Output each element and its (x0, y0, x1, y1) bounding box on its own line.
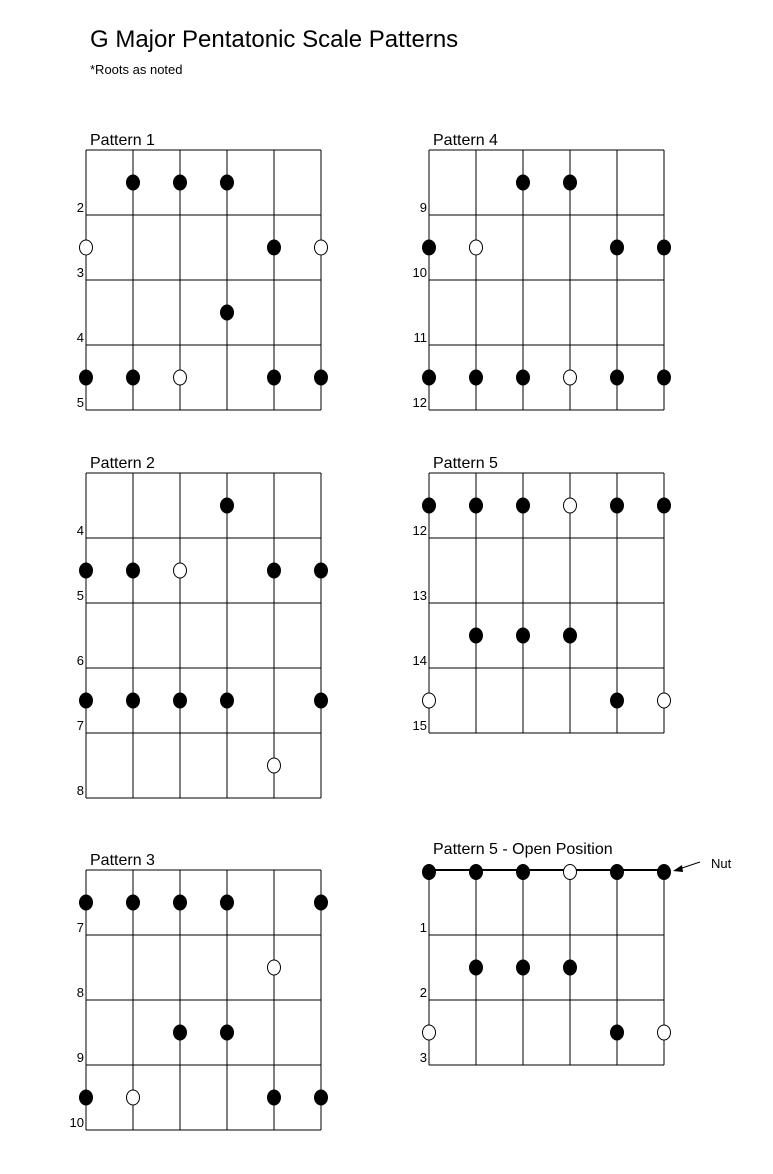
fret-number-label: 9 (419, 200, 427, 215)
scale-note-dot (221, 693, 234, 708)
root-note-dot (174, 563, 187, 578)
fret-number-label: 10 (69, 1115, 84, 1130)
scale-note-dot (315, 563, 328, 578)
scale-note-dot (174, 895, 187, 910)
root-note-dot (564, 370, 577, 385)
nut-label: Nut (711, 856, 732, 871)
fret-number-label: 5 (76, 588, 84, 603)
scale-note-dot (80, 693, 93, 708)
pattern-diagram (77, 455, 328, 798)
scale-note-dot (564, 628, 577, 643)
pattern-diagram (420, 841, 732, 1065)
scale-note-dot (423, 370, 436, 385)
scale-note-dot (658, 498, 671, 513)
pattern-diagram (70, 852, 328, 1130)
fret-number-label: 4 (76, 523, 84, 538)
pattern-diagram (413, 132, 671, 410)
scale-note-dot (80, 563, 93, 578)
fret-number-label: 11 (413, 330, 427, 345)
scale-note-dot (658, 240, 671, 255)
pattern-name: Pattern 3 (90, 852, 155, 869)
scale-note-dot (611, 1025, 624, 1040)
scale-note-dot (127, 370, 140, 385)
root-note-dot (127, 1090, 140, 1105)
scale-note-dot (315, 370, 328, 385)
pattern-name: Pattern 2 (90, 455, 155, 472)
scale-note-dot (268, 370, 281, 385)
fret-number-label: 4 (76, 330, 84, 345)
root-note-dot (268, 758, 281, 773)
fret-number-label: 14 (412, 653, 427, 668)
scale-note-dot (517, 175, 530, 190)
scale-note-dot (268, 1090, 281, 1105)
pattern-name: Pattern 5 (433, 455, 498, 472)
root-note-dot (80, 240, 93, 255)
scale-note-dot (127, 895, 140, 910)
scale-note-dot (658, 370, 671, 385)
scale-note-dot (470, 960, 483, 975)
scale-note-dot (221, 1025, 234, 1040)
fret-number-label: 10 (412, 265, 427, 280)
scale-note-dot (127, 563, 140, 578)
scale-note-dot (658, 865, 671, 880)
scale-note-dot (221, 895, 234, 910)
scale-note-dot (517, 960, 530, 975)
scale-note-dot (80, 1090, 93, 1105)
fret-number-label: 6 (76, 653, 84, 668)
fret-number-label: 15 (412, 718, 427, 733)
scale-note-dot (611, 693, 624, 708)
scale-note-dot (174, 1025, 187, 1040)
scale-note-dot (611, 865, 624, 880)
fret-number-label: 9 (76, 1050, 84, 1065)
page-subtitle: *Roots as noted (90, 62, 183, 77)
fret-number-label: 1 (419, 920, 427, 935)
pattern-name: Pattern 5 - Open Position (433, 841, 613, 858)
scale-note-dot (423, 865, 436, 880)
scale-note-dot (221, 498, 234, 513)
scale-note-dot (221, 305, 234, 320)
pattern-name: Pattern 4 (433, 132, 498, 149)
scale-note-dot (611, 370, 624, 385)
fret-number-label: 2 (419, 985, 427, 1000)
scale-note-dot (517, 498, 530, 513)
fret-number-label: 7 (76, 920, 84, 935)
root-note-dot (423, 693, 436, 708)
scale-note-dot (315, 693, 328, 708)
nut-arrow (673, 862, 700, 872)
fret-number-label: 13 (412, 588, 427, 603)
scale-note-dot (611, 240, 624, 255)
scale-note-dot (517, 865, 530, 880)
scale-note-dot (174, 175, 187, 190)
scale-note-dot (470, 865, 483, 880)
scale-note-dot (517, 370, 530, 385)
root-note-dot (564, 865, 577, 880)
scale-note-dot (80, 895, 93, 910)
fret-number-label: 3 (419, 1050, 427, 1065)
root-note-dot (564, 498, 577, 513)
fret-number-label: 3 (76, 265, 84, 280)
root-note-dot (268, 960, 281, 975)
page-title: G Major Pentatonic Scale Patterns (90, 26, 459, 53)
scale-note-dot (564, 960, 577, 975)
root-note-dot (174, 370, 187, 385)
root-note-dot (470, 240, 483, 255)
root-note-dot (658, 693, 671, 708)
scale-note-dot (423, 240, 436, 255)
fret-number-label: 7 (76, 718, 84, 733)
scale-note-dot (221, 175, 234, 190)
pattern-name: Pattern 1 (90, 132, 155, 149)
pattern-diagram (77, 132, 328, 410)
scale-note-dot (470, 498, 483, 513)
fret-number-label: 8 (76, 783, 84, 798)
scale-note-dot (564, 175, 577, 190)
scale-note-dot (127, 175, 140, 190)
scale-note-dot (315, 895, 328, 910)
fret-number-label: 5 (76, 395, 84, 410)
scale-note-dot (268, 563, 281, 578)
root-note-dot (423, 1025, 436, 1040)
scale-note-dot (315, 1090, 328, 1105)
scale-note-dot (517, 628, 530, 643)
scale-note-dot (127, 693, 140, 708)
root-note-dot (658, 1025, 671, 1040)
scale-note-dot (423, 498, 436, 513)
scale-note-dot (470, 370, 483, 385)
scale-note-dot (80, 370, 93, 385)
scale-note-dot (470, 628, 483, 643)
scale-note-dot (611, 498, 624, 513)
fret-number-label: 8 (76, 985, 84, 1000)
root-note-dot (315, 240, 328, 255)
fret-number-label: 12 (412, 395, 427, 410)
fret-number-label: 12 (412, 523, 427, 538)
scale-note-dot (268, 240, 281, 255)
scale-note-dot (174, 693, 187, 708)
fret-number-label: 2 (76, 200, 84, 215)
pattern-diagram (413, 455, 671, 733)
